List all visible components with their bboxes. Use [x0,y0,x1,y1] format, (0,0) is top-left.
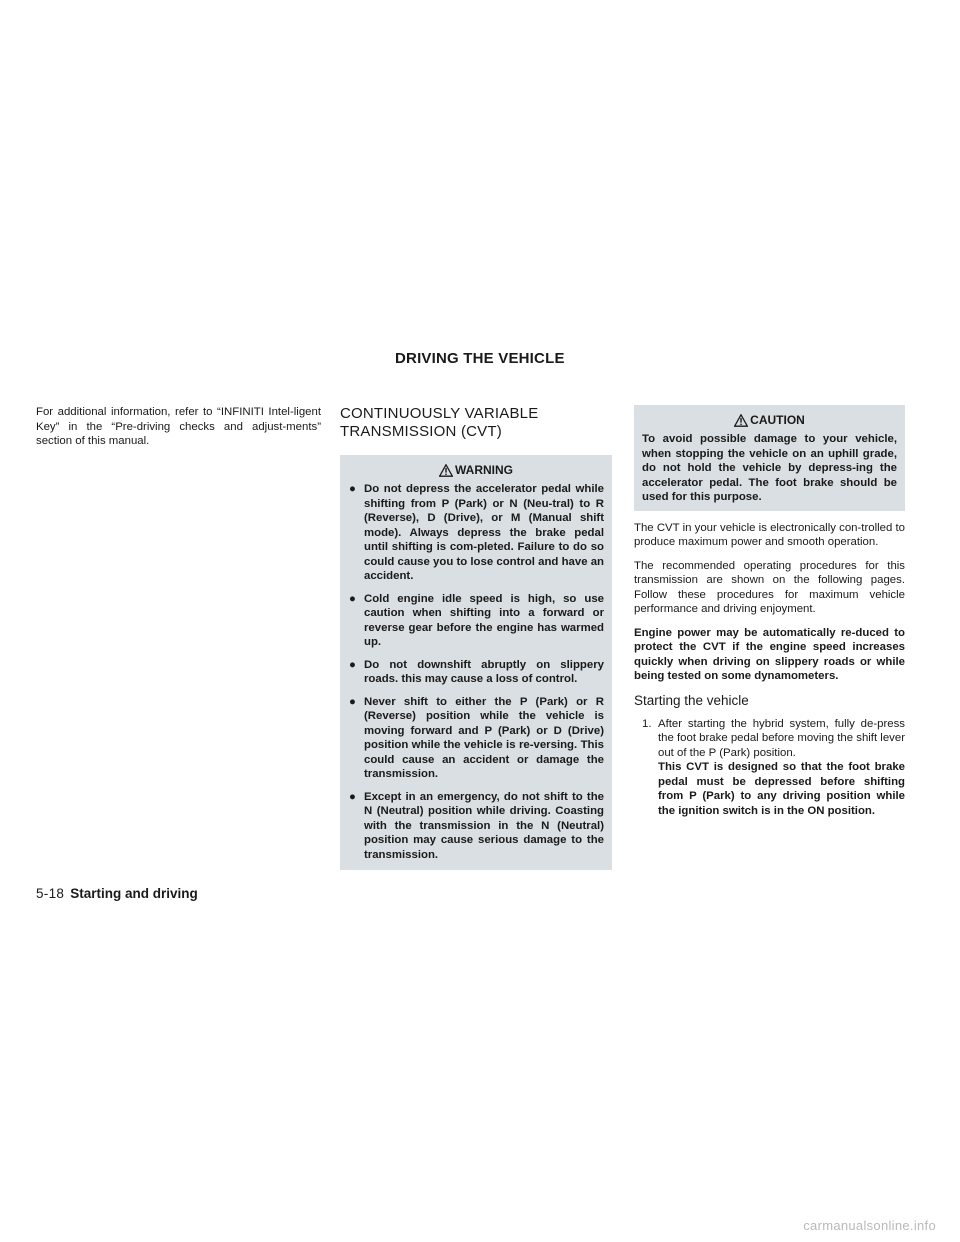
warning-item [348,790,604,863]
warning-item-text: Except in an emergency, do not shift to the N (Neutral) position while driving. Coasting with the transmission in the N (Neutral) position may cause serious damage to the transmission. [364,790,604,861]
step-bold-text: This CVT is designed so that the foot brake pedal must be depressed before shifting from P (Park) to any driving position while the ignition switch is in the ON position. [658,761,905,817]
step-text: After starting the hybrid system, fully de-press the foot brake pedal before moving the shift lever out of the P (Park) position. [658,717,905,759]
warning-item-text: Cold engine idle speed is high, so use caution when shifting into a forward or reverse gear before the engine has warmed up. [364,592,604,648]
column-middle [340,405,612,880]
chapter-title: Starting and driving [70,886,198,901]
intro-paragraph: For additional information, refer to “INFINITI Intel-ligent Key” in the “Pre-driving checks and adjust-ments” section of this manual. [36,406,321,447]
warning-icon [439,464,453,477]
warning-header [348,461,604,482]
warning-item-text: Do not downshift abruptly on slippery roads. this may cause a loss of control. [364,658,604,685]
column-right [634,405,905,818]
cvt-paragraph-3: Engine power may be automatically re-duced to protect the CVT if the engine speed increases quickly when driving on slippery roads or while being tested on some dynamometers. [634,626,905,682]
warning-item-text: Do not depress the accelerator pedal while shifting from P (Park) or N (Neu-tral) to R (Reverse), D (Drive), or M (Manual shift mode). Always depress the brake pedal until shifting is com-pleted. Failure to do so could cause you to lose control and have an accident. [364,483,604,582]
bullet-icon: ● [349,790,356,803]
warning-box [340,455,612,870]
section-heading: DRIVING THE VEHICLE [395,350,565,367]
caution-icon [734,414,748,427]
caution-box [634,405,905,511]
column-left [36,405,321,458]
steps-list [642,717,905,819]
step-number: 1. [642,717,652,730]
warning-item-text: Never shift to either the P (Park) or R (Reverse) position while the vehicle is moving forward and P (Park) or D (Drive) position while the vehicle is re-versing. This could cause an accident or damage the transmission. [364,695,604,780]
warning-item [348,482,604,584]
bullet-icon: ● [349,658,356,671]
cvt-paragraph-1: The CVT in your vehicle is electronically con-trolled to produce maximum power and smooth operation. [634,521,905,548]
warning-list [348,482,604,862]
cvt-paragraph-2: The recommended operating procedures for this transmission are shown on the following pages. Follow these procedures for maximum vehicle performance and driving enjoyment. [634,559,905,615]
warning-item [348,658,604,687]
cvt-title-line2: TRANSMISSION (CVT) [340,423,502,440]
warning-item [348,695,604,782]
warning-label: WARNING [455,463,513,477]
bullet-icon: ● [349,592,356,605]
warning-item [348,592,604,650]
step-item [642,717,905,819]
cvt-title [340,405,612,441]
watermark: carmanualsonline.info [803,1218,936,1233]
page-footer [36,886,198,901]
caution-label: CAUTION [750,413,805,427]
bullet-icon: ● [349,695,356,708]
caution-header [642,411,897,432]
page-number: 5-18 [36,886,65,901]
starting-subheading: Starting the vehicle [634,692,749,708]
caution-text: To avoid possible damage to your vehicle, when stopping the vehicle on an uphill grade, do not hold the vehicle by depress-ing the accelerator pedal. The foot brake should be used for this purpose. [642,433,897,503]
cvt-title-line1: CONTINUOUSLY VARIABLE [340,405,539,422]
bullet-icon: ● [349,483,356,495]
